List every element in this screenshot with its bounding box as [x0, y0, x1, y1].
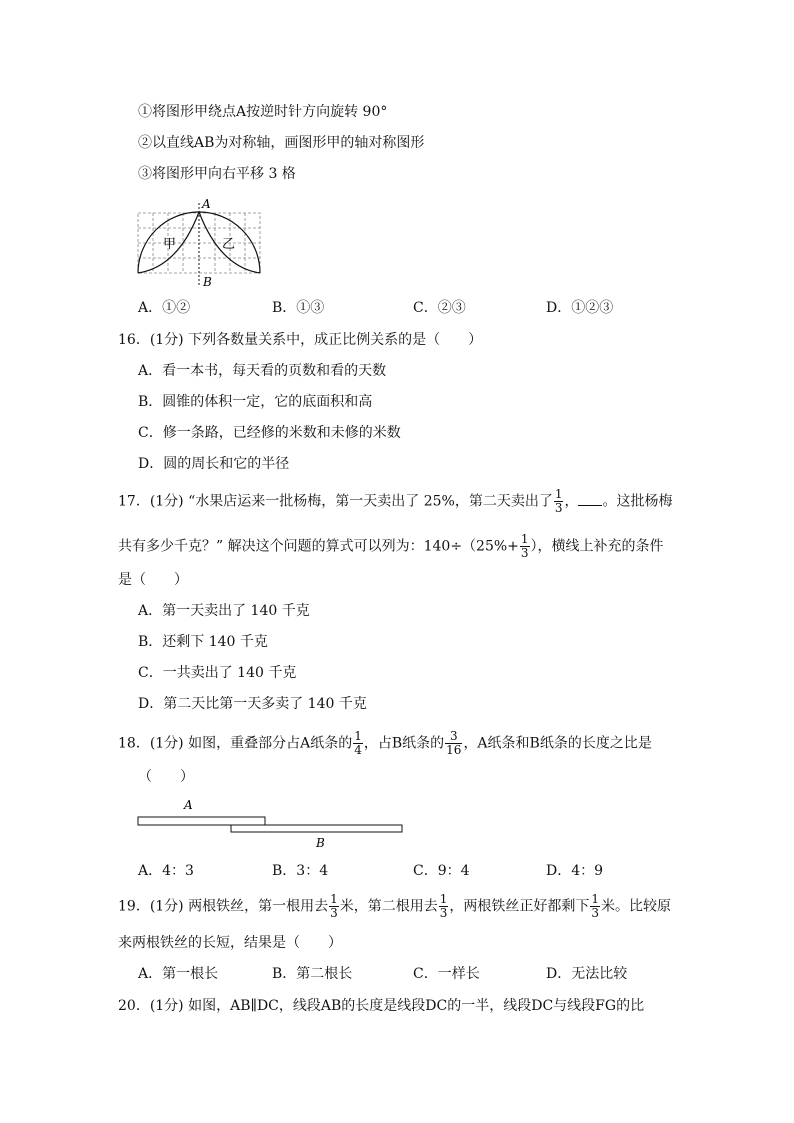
q18-option-c[interactable]: C．9：4: [413, 863, 470, 879]
q19-option-c[interactable]: C．一样长: [413, 966, 480, 982]
q17-option-a[interactable]: A．第一天卖出了 140 千克: [138, 603, 310, 619]
fraction-one-fourth: $\frac{1}{4}$: [354, 729, 362, 757]
q20-line-1: 20．(1分) 如图，AB∥DC，线段AB的长度是线段DC的一半，线段DC与线段FG的比: [118, 998, 645, 1014]
q16-stem: 16．(1分) 下列各数量关系中，成正比例关系的是（ ）: [118, 332, 483, 348]
q19-line-2: 来两根铁丝的长短，结果是（ ）: [118, 935, 342, 951]
q16-option-c[interactable]: C．修一条路，已经修的米数和未修的米数: [138, 425, 401, 441]
fraction-one-third: $\frac{1}{3}$: [591, 892, 600, 920]
q18-line-2: （ ）: [138, 769, 194, 785]
label-jia: 甲: [163, 237, 177, 252]
label-yi: 乙: [222, 237, 236, 252]
q17-line-2: 共有多少千克？” 解决这个问题的算式可以列为：140÷（25%+ $\frac{1}{3}$ ），横线上补充的条件: [118, 532, 664, 560]
q16-option-b[interactable]: B．圆锥的体积一定，它的底面积和高: [138, 394, 373, 410]
label-a: A: [202, 197, 211, 211]
fraction-one-third: $\frac{1}{3}$: [520, 532, 529, 560]
q17-option-d[interactable]: D．第二天比第一天多卖了 140 千克: [138, 696, 367, 712]
q16-option-d[interactable]: D．圆的周长和它的半径: [138, 456, 290, 472]
q15-step-2: ②以直线AB为对称轴，画图形甲的轴对称图形: [138, 135, 425, 151]
q15-option-b[interactable]: B．①③: [272, 300, 325, 316]
q18-option-d[interactable]: D．4：9: [546, 863, 604, 879]
q15-figure: [130, 195, 270, 290]
q19-line-1: 19．(1分) 两根铁丝，第一根用去 $\frac{1}{3}$ 米，第二根用去 $\frac{1}{3}$ ，两根铁丝正好都剩下 $\frac{1}{3}$ 米。比较原: [118, 892, 672, 920]
q17-line-1: 17．(1分) “水果店运来一批杨梅，第一天卖出了 25%，第二天卖出了 $\frac{1}{3}$ ， 。这批杨梅: [118, 487, 673, 515]
q16-option-a[interactable]: A．看一本书，每天看的页数和看的天数: [138, 363, 387, 379]
strip-a: [138, 817, 265, 825]
fraction-three-sixteenths: $\frac{3}{16}$: [446, 729, 462, 757]
q15-step-1: ①将图形甲绕点A按逆时针方向旋转 90°: [138, 104, 388, 120]
q19-option-d[interactable]: D．无法比较: [546, 966, 628, 982]
q17-option-b[interactable]: B．还剩下 140 千克: [138, 634, 268, 650]
q17-line-3: 是（ ）: [118, 572, 188, 588]
q15-option-d[interactable]: D．①②③: [546, 300, 614, 316]
q18-figure: [130, 795, 420, 855]
label-b: B: [316, 836, 325, 850]
q19-option-a[interactable]: A．第一根长: [138, 966, 219, 982]
label-b: B: [203, 275, 212, 289]
strip-b: [231, 825, 402, 832]
fraction-one-third: $\frac{1}{3}$: [554, 487, 563, 515]
fraction-one-third: $\frac{1}{3}$: [439, 892, 448, 920]
fraction-one-third: $\frac{1}{3}$: [330, 892, 338, 920]
q18-option-a[interactable]: A．4：3: [138, 863, 194, 879]
q19-option-b[interactable]: B．第二根长: [272, 966, 353, 982]
q15-option-c[interactable]: C．②③: [413, 300, 466, 316]
q18-option-b[interactable]: B．3：4: [272, 863, 329, 879]
label-a: A: [184, 798, 193, 812]
q15-step-3: ③将图形甲向右平移 3 格: [138, 166, 296, 182]
q17-option-c[interactable]: C．一共卖出了 140 千克: [138, 665, 297, 681]
q18-line-1: 18．(1分) 如图，重叠部分占A纸条的 $\frac{1}{4}$ ，占B纸条的 $\frac{3}{16}$ ，A纸条和B纸条的长度之比是: [118, 729, 652, 757]
q15-option-a[interactable]: A．①②: [138, 300, 191, 316]
answer-blank: [578, 493, 602, 506]
